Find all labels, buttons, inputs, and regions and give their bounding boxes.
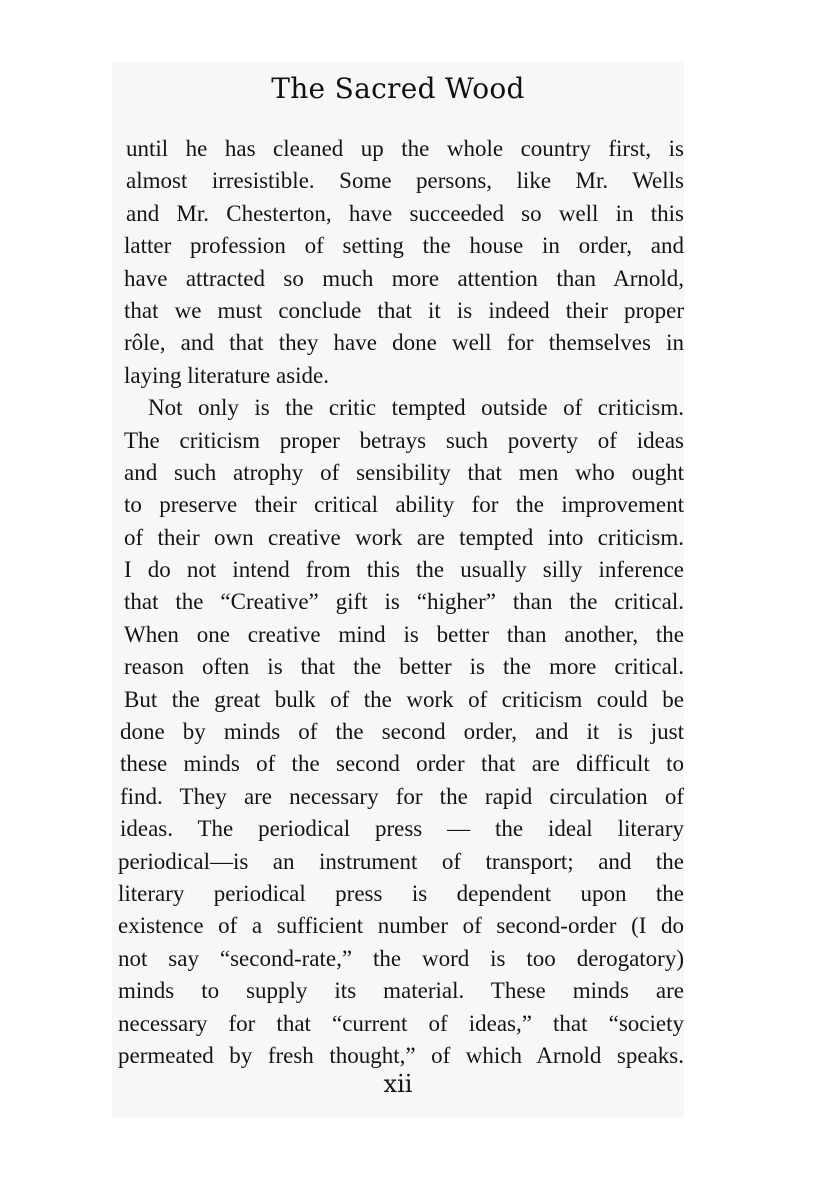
text-line: But the great bulk of the work of criticism could be [124, 686, 684, 712]
text-line: of their own creative work are tempted into criticism. [124, 524, 684, 550]
text-line: that the “Creative” gift is “higher” than the critical. [124, 589, 684, 615]
text-line: existence of a sufficient number of second-order (I do [118, 913, 684, 939]
text-line: rôle, and that they have done well for themselves in [124, 330, 684, 356]
running-header: The Sacred Wood [271, 72, 525, 105]
text-line: find. They are necessary for the rapid circulation of [120, 783, 684, 809]
text-line: and such atrophy of sensibility that men who ought [124, 459, 684, 485]
text-line: almost irresistible. Some persons, like Mr. Wells [126, 168, 684, 194]
text-line: until he has cleaned up the whole country first, is [126, 136, 684, 161]
text-line: latter profession of setting the house in order, and [124, 233, 684, 259]
text-line: have attracted so much more attention than Arnold, [124, 265, 684, 291]
text-line: minds to supply its material. These minds are [118, 978, 684, 1004]
text-line: not say “second-rate,” the word is too derogatory) [118, 945, 684, 971]
text-line: and Mr. Chesterton, have succeeded so well in this [126, 200, 684, 226]
text-line: The criticism proper betrays such poverty of ideas [124, 427, 684, 453]
text-line: literary periodical press is dependent upon the [118, 880, 684, 906]
body-text [112, 133, 684, 1072]
text-line: reason often is that the better is the more critical. [124, 654, 684, 680]
text-line: that we must conclude that it is indeed their proper [124, 297, 684, 323]
text-line: ideas. The periodical press — the ideal literary [120, 816, 684, 842]
text-line: periodical—is an instrument of transport; and the [118, 848, 684, 874]
text-line: done by minds of the second order, and it is just [120, 719, 684, 745]
text-line: these minds of the second order that are difficult to [120, 751, 684, 777]
text-line: When one creative mind is better than another, the [124, 621, 684, 647]
text-line: permeated by fresh thought,” of which Arnold speaks. [118, 1042, 684, 1068]
text-line: necessary for that “current of ideas,” that “society [118, 1010, 684, 1036]
page-number: xii [383, 1070, 413, 1098]
book-page [112, 62, 684, 1118]
text-line: laying literature aside. [124, 362, 330, 388]
text-line: to preserve their critical ability for the improvement [124, 492, 684, 518]
text-line: Not only is the critic tempted outside of criticism. [148, 395, 684, 421]
text-line: I do not intend from this the usually silly inference [124, 557, 684, 583]
